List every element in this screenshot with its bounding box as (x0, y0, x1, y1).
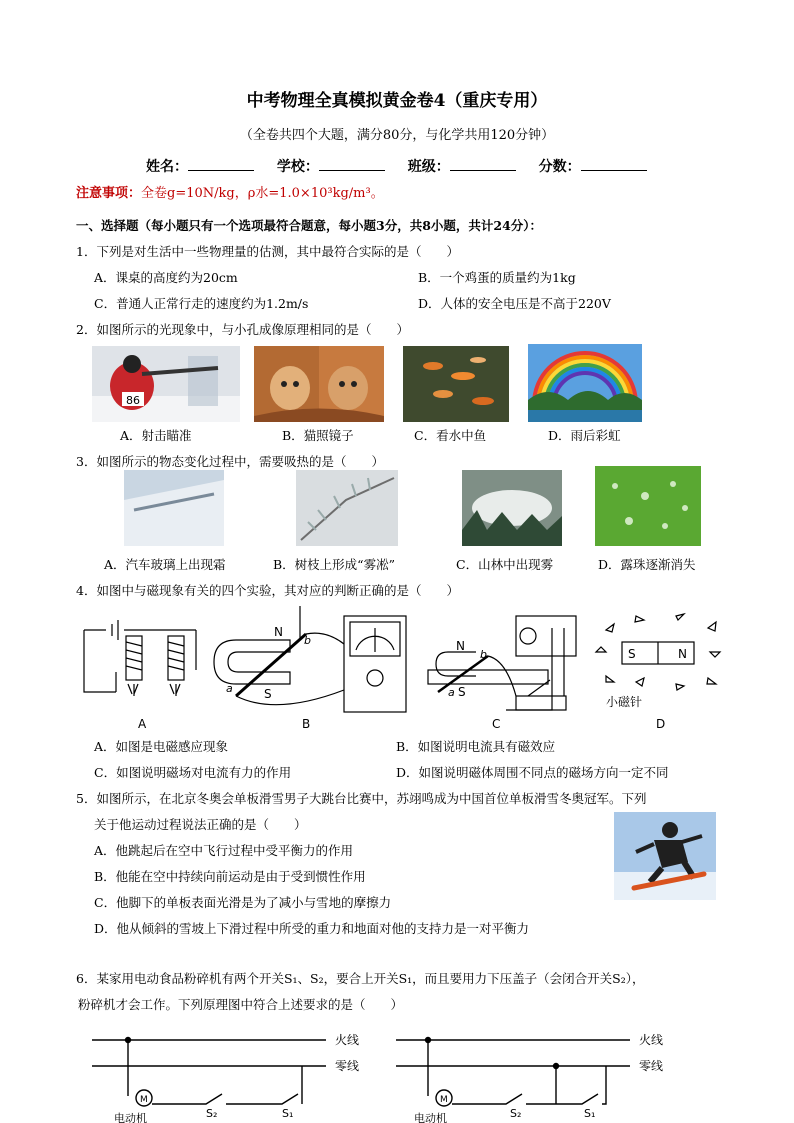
q1-option-b[interactable]: B．一个鸡蛋的质量约为1kg (418, 270, 576, 285)
school-label: 学校： (276, 159, 319, 175)
q5-option-c[interactable]: C．他脚下的单板表面光滑是为了减小与雪地的摩擦力 (94, 895, 392, 910)
q2-caption-d[interactable]: D．雨后彩虹 (548, 428, 621, 443)
section-heading: 一、选择题（每小题只有一个选项最符合题意，每小题3分，共8小题，共计24分）： (76, 218, 543, 233)
q6-right-motor-symbol: M (440, 1095, 448, 1105)
q5-option-b[interactable]: B．他能在空中持续向前运动是由于受到惯性作用 (94, 869, 366, 884)
q4-label-d: D (656, 717, 666, 731)
notice-label: 注意事项： (76, 186, 142, 201)
q5-stem-line1: 5．如图所示，在北京冬奥会单板滑雪男子大跳台比赛中，苏翊鸣成为中国首位单板滑雪冬奥冠军。下列 (76, 791, 647, 806)
q6-left-live-label: 火线 (335, 1033, 360, 1047)
q6-left-s1: S₁ (282, 1107, 294, 1120)
q3-image-fog (462, 470, 562, 546)
q6-left-motor-label: 电动机 (114, 1112, 147, 1123)
q4-b-south: S (264, 687, 272, 701)
q4-b-end-b: b (304, 634, 311, 647)
q2-stem: 2．如图所示的光现象中，与小孔成像原理相同的是（ ） (76, 322, 409, 337)
q1-option-d[interactable]: D．人体的安全电压是不高于220V (418, 296, 611, 311)
q4-option-a[interactable]: A．如图是电磁感应现象 (94, 739, 229, 754)
q2-image-cat-mirror (254, 346, 384, 422)
name-blank[interactable] (188, 156, 254, 171)
q6-right-s2: S₂ (510, 1107, 522, 1120)
q1-option-c[interactable]: C．普通人正常行走的速度约为1.2m/s (94, 296, 309, 311)
q3-image-rime (296, 470, 398, 546)
q6-circuits (86, 1026, 706, 1123)
q4-label-a: A (138, 717, 147, 731)
q3-caption-d[interactable]: D．露珠逐渐消失 (598, 557, 696, 572)
q6-right-live-label: 火线 (639, 1033, 664, 1047)
q6-left-s2: S₂ (206, 1107, 218, 1120)
q2-image-fish (403, 346, 509, 422)
q4-figure-b (214, 606, 406, 712)
notice (76, 182, 384, 201)
class-blank[interactable] (450, 156, 516, 171)
q4-c-south: S (458, 685, 466, 699)
q6-circuit-left (92, 1038, 326, 1107)
q3-caption-b[interactable]: B．树枝上形成“雾凇” (273, 557, 395, 572)
q6-left-motor-symbol: M (140, 1095, 148, 1105)
q4-stem: 4．如图中与磁现象有关的四个实验，其对应的判断正确的是（ ） (76, 583, 459, 598)
q4-d-south: S (628, 647, 636, 661)
q4-b-north: N (274, 625, 283, 639)
q2-caption-b[interactable]: B．猫照镜子 (282, 428, 354, 443)
q4-label-b: B (302, 717, 311, 731)
q5-option-d[interactable]: D．他从倾斜的雪坡上下滑过程中所受的重力和地面对他的支持力是一对平衡力 (94, 921, 530, 936)
q4-label-c: C (492, 717, 501, 731)
q2-image-shooting (92, 346, 240, 422)
q4-option-d[interactable]: D．如图说明磁体周围不同点的磁场方向一定不同 (396, 765, 669, 780)
name-label: 姓名： (146, 159, 188, 175)
q6-stem-line1: 6．某家用电动食品粉碎机有两个开关S₁、S₂，要合上开关S₁，而且要用力下压盖子（会闭合开关S₂）， (76, 971, 645, 986)
q6-left-neutral-label: 零线 (335, 1059, 360, 1073)
q1-stem: 1．下列是对生活中一些物理量的估测，其中最符合实际的是（ ） (76, 244, 459, 259)
q3-image-dew (595, 466, 701, 546)
q4-figure-d (596, 614, 720, 690)
q6-right-neutral-label: 零线 (639, 1059, 664, 1073)
q4-option-c[interactable]: C．如图说明磁场对电流有力的作用 (94, 765, 292, 780)
q6-right-motor-label: 电动机 (414, 1112, 447, 1123)
q5-stem-line2: 关于他运动过程说法正确的是（ ） (94, 817, 307, 832)
q4-figure-a (84, 620, 196, 696)
q1-option-a[interactable]: A．课桌的高度约为20cm (94, 270, 238, 285)
student-info-row (146, 156, 665, 176)
q4-b-end-a: a (226, 682, 233, 695)
q4-c-north: N (456, 639, 465, 653)
notice-text: 全卷g=10N/kg，ρ水=1.0×10³kg/m³。 (141, 186, 384, 201)
q5-option-a[interactable]: A．他跳起后在空中飞行过程中受平衡力的作用 (94, 843, 354, 858)
q2-caption-c[interactable]: C．看水中鱼 (414, 428, 487, 443)
q4-figures (76, 600, 736, 736)
q4-option-b[interactable]: B．如图说明电流具有磁效应 (396, 739, 556, 754)
page-subtitle: （全卷共四个大题，满分80分，与化学共用120分钟） (239, 128, 555, 143)
q3-caption-a[interactable]: A．汽车玻璃上出现霜 (104, 557, 226, 572)
q4-d-needle-label: 小磁针 (606, 695, 643, 709)
page-title: 中考物理全真模拟黄金卷4（重庆专用） (246, 91, 548, 111)
q3-caption-c[interactable]: C．山林中出现雾 (456, 557, 554, 572)
q2-caption-a[interactable]: A．射击瞄准 (120, 428, 192, 443)
class-label: 班级： (407, 159, 450, 175)
q6-right-s1: S₁ (584, 1107, 596, 1120)
q6-circuit-right (396, 1038, 630, 1107)
q4-c-end-a: a (448, 686, 455, 699)
score-label: 分数： (538, 159, 581, 175)
q5-image-snowboarder (614, 812, 716, 900)
q3-image-frost-glass (124, 470, 224, 546)
q2-image-rainbow (528, 344, 642, 422)
q6-stem-line2: 粉碎机才会工作。下列原理图中符合上述要求的是（ ） (78, 997, 404, 1012)
score-blank[interactable] (581, 156, 647, 171)
q4-c-end-b: b (480, 648, 487, 661)
q4-d-north: N (678, 647, 687, 661)
q3-stem: 3．如图所示的物态变化过程中，需要吸热的是（ ） (76, 454, 384, 469)
school-blank[interactable] (319, 156, 385, 171)
q2-bib-number: 86 (126, 394, 140, 407)
